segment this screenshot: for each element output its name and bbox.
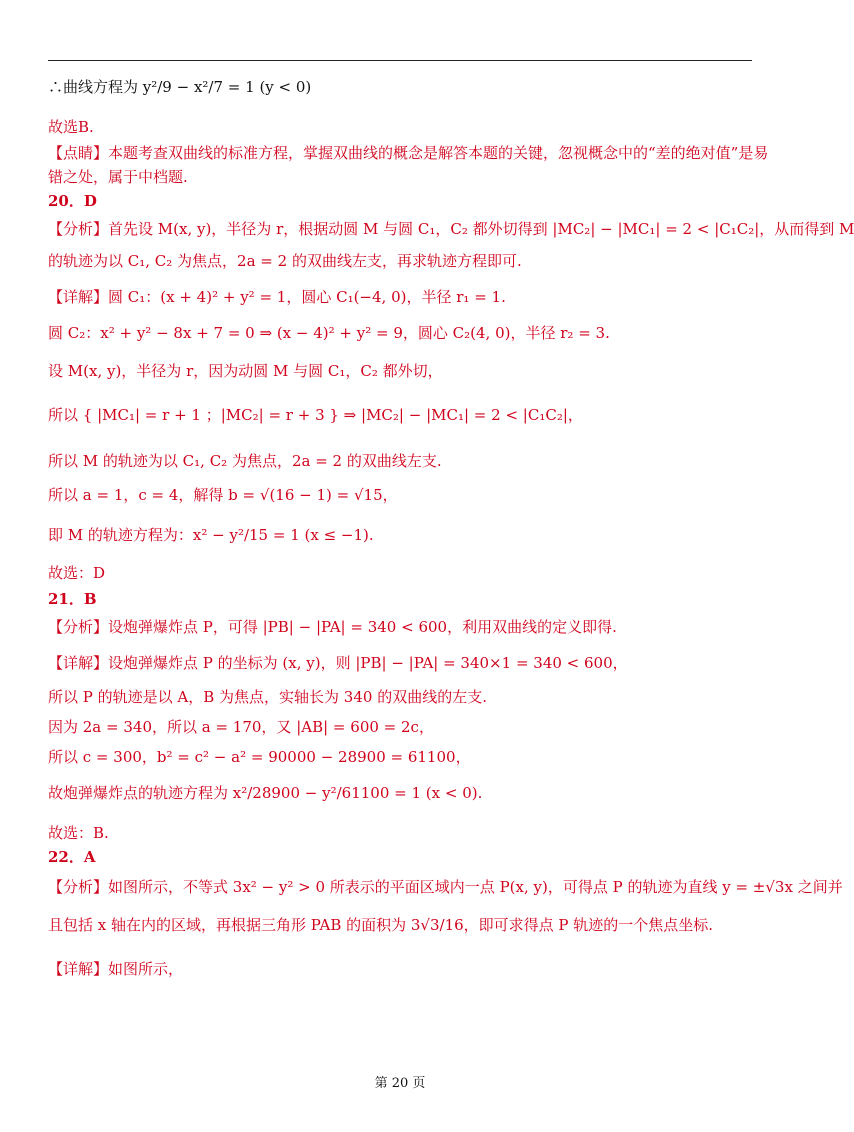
header-rule <box>48 60 752 61</box>
text-line: 故选：B. <box>48 824 109 842</box>
text-line: 【分析】首先设 M(x, y)，半径为 r，根据动圆 M 与圆 C₁，C₂ 都外切得到 |MC₂| − |MC₁| = 2 < |C₁C₂|，从而得到 M <box>48 220 854 238</box>
text-line: 所以 { |MC₁| = r + 1 ；|MC₂| = r + 3 } ⇒ |MC₂| − |MC₁| = 2 < |C₁C₂|， <box>48 406 583 424</box>
text-line: 【详解】圆 C₁：(x + 4)² + y² = 1，圆心 C₁(−4, 0)，半径 r₁ = 1. <box>48 288 506 306</box>
answer-heading: 20．D <box>48 192 97 210</box>
text-line: 【详解】如图所示， <box>48 960 184 978</box>
answer-heading: 21．B <box>48 590 97 608</box>
text-line: 故炮弹爆炸点的轨迹方程为 x²/28900 − y²/61100 = 1 (x < 0). <box>48 784 483 802</box>
text-line: 错之处，属于中档题. <box>48 168 188 186</box>
text-line: 【分析】如图所示，不等式 3x² − y² > 0 所表示的平面区域内一点 P(x, y)，可得点 P 的轨迹为直线 y = ±√3x 之间并 <box>48 878 843 896</box>
text-line: 故选B. <box>48 118 94 136</box>
text-line: 且包括 x 轴在内的区域，再根据三角形 PAB 的面积为 3√3/16，即可求得点 P 轨迹的一个焦点坐标. <box>48 916 714 934</box>
text-line: 因为 2a = 340，所以 a = 170，又 |AB| = 600 = 2c， <box>48 718 434 736</box>
text-line: 所以 M 的轨迹为以 C₁, C₂ 为焦点，2a = 2 的双曲线左支. <box>48 452 442 470</box>
text-line: 的轨迹为以 C₁, C₂ 为焦点，2a = 2 的双曲线左支，再求轨迹方程即可. <box>48 252 522 270</box>
text-line: 所以 P 的轨迹是以 A，B 为焦点，实轴长为 340 的双曲线的左支. <box>48 688 487 706</box>
text-line: 【详解】设炮弹爆炸点 P 的坐标为 (x, y)，则 |PB| − |PA| = 340×1 = 340 < 600， <box>48 654 628 672</box>
text-line: 设 M(x, y)，半径为 r，因为动圆 M 与圆 C₁，C₂ 都外切， <box>48 362 443 380</box>
answer-heading: 22．A <box>48 848 96 866</box>
text-line: 【分析】设炮弹爆炸点 P，可得 |PB| − |PA| = 340 < 600，利用双曲线的定义即得. <box>48 618 617 636</box>
text-line: 即 M 的轨迹方程为：x² − y²/15 = 1 (x ≤ −1). <box>48 526 374 544</box>
text-line: 所以 a = 1，c = 4，解得 b = √(16 − 1) = √15， <box>48 486 398 504</box>
text-line: 圆 C₂：x² + y² − 8x + 7 = 0 ⇒ (x − 4)² + y² = 9，圆心 C₂(4, 0)，半径 r₂ = 3. <box>48 324 610 342</box>
text-line: 【点睛】本题考查双曲线的标准方程，掌握双曲线的概念是解答本题的关键，忽视概念中的“差的绝对值”是易 <box>48 144 769 162</box>
text-line: 所以 c = 300，b² = c² − a² = 90000 − 28900 = 61100， <box>48 748 471 766</box>
text-line: 故选：D <box>48 564 106 582</box>
page-number: 第 20 页 <box>374 1076 426 1091</box>
text-line: ∴曲线方程为 y²/9 − x²/7 = 1 (y < 0) <box>48 78 312 96</box>
